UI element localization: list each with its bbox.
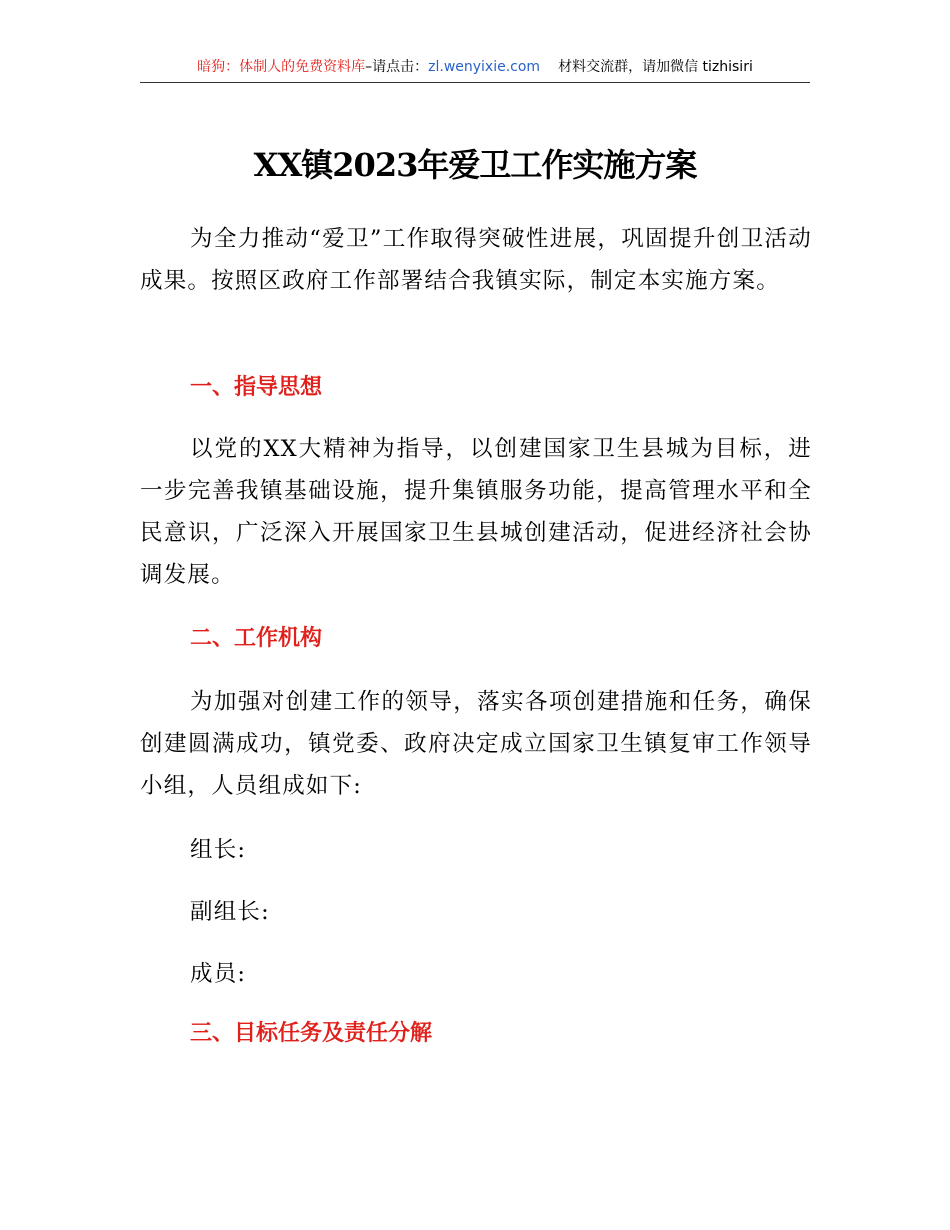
section-heading-targets-tasks: 三、目标任务及责任分解 [190, 1021, 433, 1046]
site-name: 暗狗：体制人的免费资料库 [197, 59, 366, 75]
page-header [140, 56, 810, 83]
document-title: XX镇2023年爱卫工作实施方案 [253, 146, 697, 184]
group-note: 材料交流群，请加微信 tizhisiri [558, 59, 753, 75]
member-members-label: 成员: [190, 961, 247, 987]
intro-paragraph: 为全力推动“爱卫”工作取得突破性进展，巩固提升创卫活动成果。按照区政府工作部署结合我镇实际，制定本实施方案。 [140, 226, 812, 294]
member-deputy-leader-label: 副组长: [190, 899, 270, 925]
click-prompt: –请点击： [365, 59, 429, 75]
site-link[interactable]: zl.wenyixie.com [428, 59, 541, 75]
section-heading-guiding-ideology: 一、指导思想 [190, 375, 323, 400]
section-body-guiding-ideology: 以党的XX大精神为指导，以创建国家卫生县城为目标，进一步完善我镇基础设施，提升集镇服务功能，提高管理水平和全民意识，广泛深入开展国家卫生县城创建活动，促进经济社会协调发展。 [140, 436, 812, 588]
section-body-work-organization: 为加强对创建工作的领导，落实各项创建措施和任务，确保创建圆满成功，镇党委、政府决定成立国家卫生镇复审工作领导小组，人员组成如下: [140, 689, 812, 799]
section-heading-work-organization: 二、工作机构 [190, 626, 323, 651]
member-leader-label: 组长: [190, 837, 247, 863]
